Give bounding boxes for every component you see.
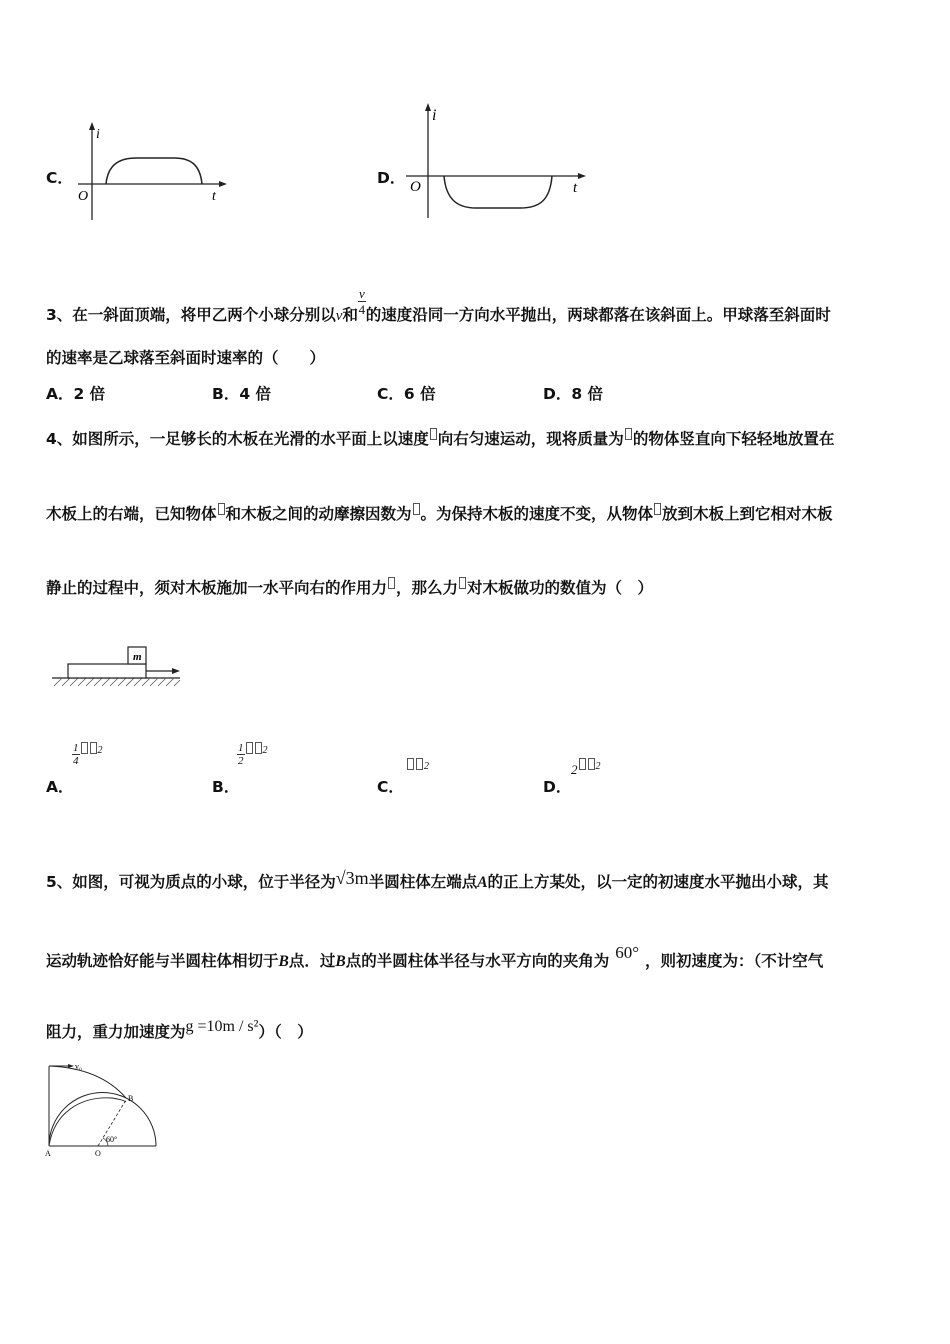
- q4-option-d-label[interactable]: D．: [543, 778, 572, 796]
- graph-d-y-label: i: [432, 107, 437, 124]
- graph-c-curve: [106, 158, 202, 184]
- q3-text-and: 和: [342, 306, 358, 324]
- missing-symbol-box: [654, 503, 661, 515]
- q4-option-c-expr: 2: [406, 758, 429, 778]
- option-c-label: C．: [46, 169, 73, 187]
- q4-option-d-expr: 2 $^2$: [571, 758, 601, 778]
- q5-line3: 阻力，重力加速度为g =10m / s²）（ ）: [46, 1018, 313, 1041]
- missing-symbol-box: [430, 428, 437, 440]
- missing-symbol-box: [625, 428, 632, 440]
- q3-fraction: $\frac{v}{4}$: [358, 286, 366, 317]
- q3-option-a[interactable]: A．2 倍: [46, 385, 106, 403]
- angle-value: 60°: [615, 943, 640, 962]
- q4-figure: [50, 640, 185, 690]
- missing-symbol-box: [413, 503, 420, 515]
- graph-d: [400, 100, 590, 225]
- missing-symbol-box: [388, 577, 395, 589]
- q4-option-a-label[interactable]: A．: [46, 778, 74, 796]
- graph-d-x-arrow: [578, 173, 586, 179]
- figure-angle-label: 60°: [106, 1135, 118, 1144]
- radius-value: √3m: [335, 868, 369, 888]
- q4-option-b-expr: $\frac{1}{2}$ $^2$: [238, 742, 268, 767]
- graph-c-y-label: i: [96, 127, 100, 142]
- board: [68, 664, 146, 678]
- trajectory: [49, 1066, 126, 1098]
- velocity-arrowhead: [172, 668, 180, 674]
- q5-line2: 运动轨迹恰好能与半圆柱体相切于B点．过B点的半圆柱体半径与水平方向的夹角为 60° ，则初速度为：（不计空气: [46, 943, 824, 970]
- block-m-label: m: [133, 651, 142, 663]
- missing-symbol-box: [459, 577, 466, 589]
- q3-text-b: 的速度沿同一方向水平抛出，两球都落在该斜面上。甲球落至斜面时: [365, 306, 831, 324]
- gravity-value: g =10m / s²: [185, 1018, 259, 1035]
- q4-option-c-label[interactable]: C．: [377, 778, 404, 796]
- point-a-label: A: [45, 1149, 51, 1158]
- point-b-label: B: [128, 1094, 134, 1103]
- graph-c-x-label: t: [212, 189, 216, 204]
- semicircle-outer: [49, 1093, 156, 1147]
- graph-d-y-arrow: [425, 103, 431, 111]
- q3-option-b[interactable]: B．4 倍: [212, 385, 272, 403]
- graph-d-curve: [444, 176, 552, 208]
- v0-label: v₀: [75, 1062, 82, 1071]
- q4-option-b-label[interactable]: B．: [212, 778, 240, 796]
- graph-c-y-arrow: [89, 122, 95, 130]
- graph-d-x-label: t: [573, 180, 578, 196]
- q4-line1: 4、如图所示，一足够长的木板在光滑的水平面上以速度 向右匀速运动，现将质量为 的物体竖直向下轻轻地放置在: [46, 430, 835, 448]
- point-o-label: O: [95, 1149, 101, 1158]
- missing-symbol-box: [218, 503, 225, 515]
- q4-line2: 木板上的右端，已知物体 和木板之间的动摩擦因数为 。为保持木板的速度不变，从物体 放到木板上到它相对木板: [46, 505, 833, 523]
- ground-hatching: [54, 678, 180, 686]
- q3-line1: [46, 286, 831, 326]
- graph-c-x-arrow: [219, 181, 227, 187]
- q3-line2: 的速率是乙球落至斜面时速率的（ ）: [46, 349, 326, 367]
- graph-c-origin: O: [78, 189, 89, 204]
- q4-option-a-expr: $\frac{1}{4}$ $^2$: [73, 742, 103, 767]
- option-d-label: D．: [377, 169, 406, 187]
- q5-line1: 5、如图，可视为质点的小球，位于半径为√3m半圆柱体左端点A的正上方某处，以一定的初速度水平抛出小球，其: [46, 868, 829, 891]
- q3-var-v: v: [335, 308, 343, 324]
- q4-line3: 静止的过程中，须对木板施加一水平向右的作用力 ，那么力 对木板做功的数值为（ ）: [46, 579, 654, 597]
- graph-c: [70, 118, 230, 228]
- v0-arrowhead: [68, 1064, 74, 1068]
- q5-figure: [40, 1058, 165, 1160]
- q3-option-c[interactable]: C．6 倍: [377, 385, 436, 403]
- graph-d-origin: O: [410, 179, 421, 195]
- q3-text-a: 3、在一斜面顶端，将甲乙两个小球分别以: [46, 306, 336, 324]
- q3-option-d[interactable]: D．8 倍: [543, 385, 604, 403]
